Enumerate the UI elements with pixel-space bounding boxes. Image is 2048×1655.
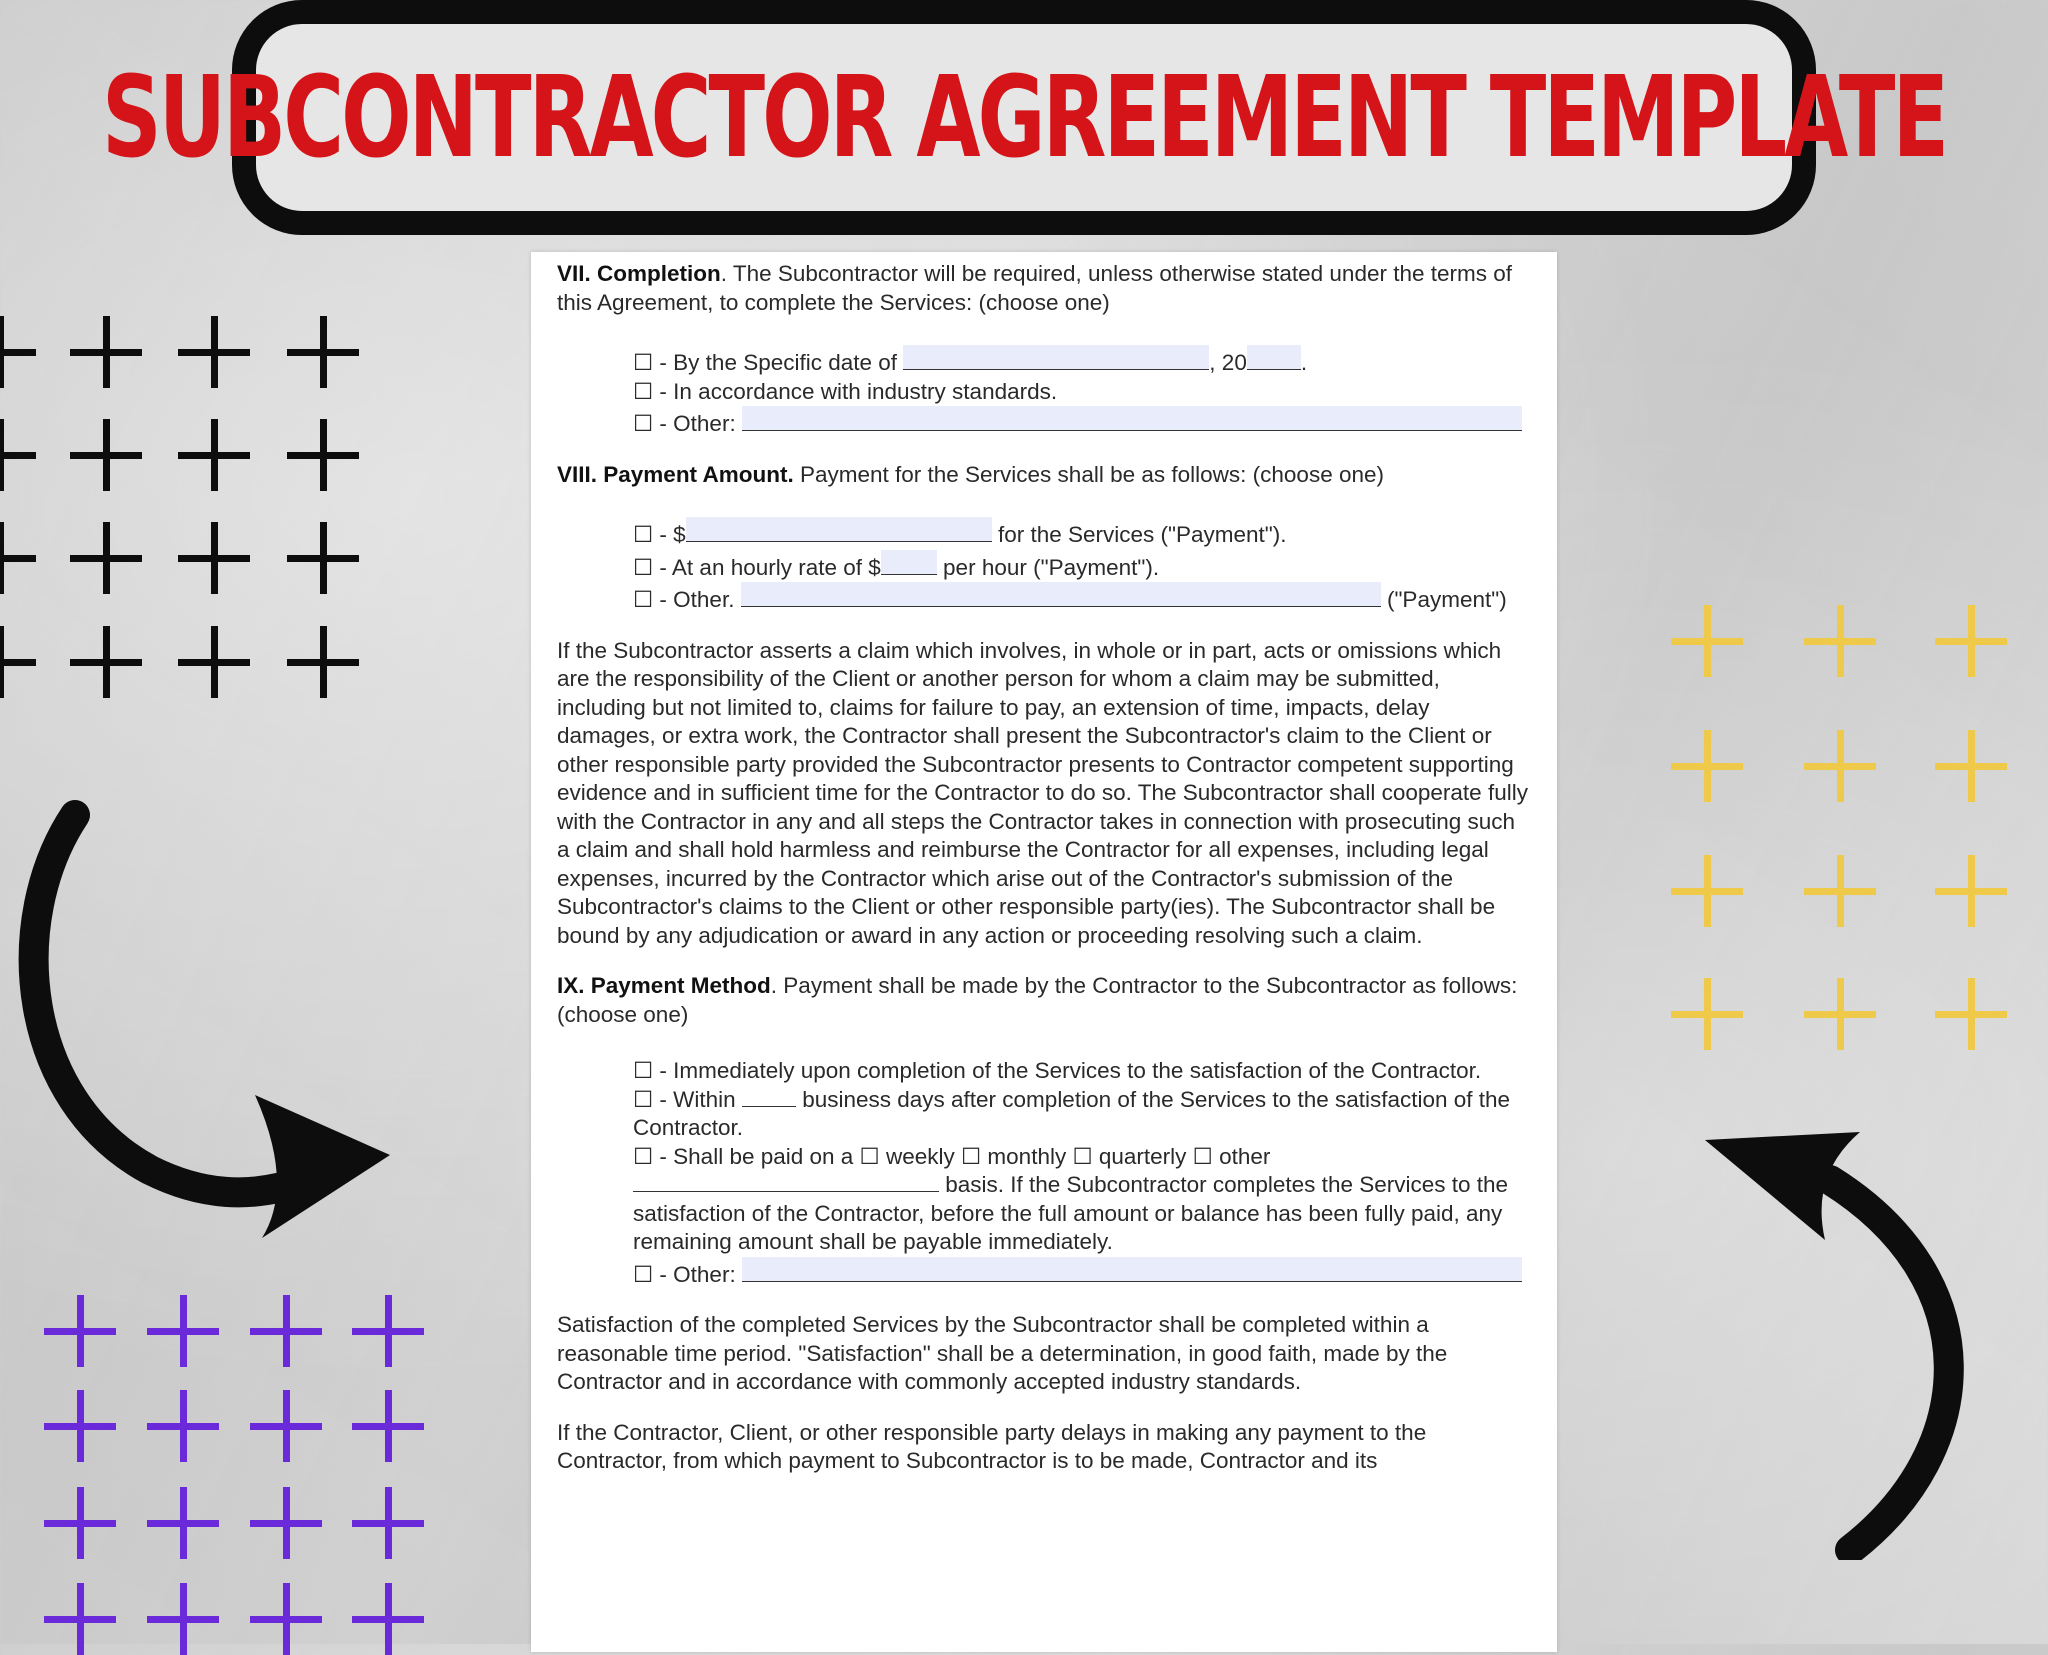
plus-icon [250,1487,322,1559]
title-banner [101,0,1947,235]
option-label: for the Services ("Payment"). [991,522,1287,547]
payment-option-other[interactable] [633,582,1533,615]
completion-option-date[interactable] [633,345,1533,378]
plus-icon [0,626,36,698]
plus-icon [1935,855,2007,927]
payment-option-hourly[interactable] [633,550,1533,583]
plus-icon [0,419,36,491]
plus-icon [250,1583,322,1655]
option-label: , 20 [1209,350,1247,375]
plus-icon [1935,730,2007,802]
days-field[interactable] [742,1086,796,1107]
other-method-field[interactable] [742,1257,1522,1282]
plus-icon [1671,730,1743,802]
plus-icon [250,1390,322,1462]
payment-option-fixed[interactable] [633,517,1533,550]
section-vii [557,260,1533,317]
option-label: ☐ - Other. [633,587,741,612]
plus-icon [1804,605,1876,677]
banner-title: SUBCONTRACTOR AGREEMENT TEMPLATE [101,52,1947,183]
plus-icon [147,1295,219,1367]
amount-field[interactable] [686,517,992,542]
plus-icon [1935,605,2007,677]
method-option-schedule[interactable] [633,1143,1533,1257]
plus-icon [287,626,359,698]
method-option-other[interactable] [633,1257,1533,1290]
plus-icon [287,419,359,491]
option-label: business days after completion of the Services to the satisfaction of the Contractor. [633,1086,1511,1140]
plus-icon [352,1390,424,1462]
plus-icon [250,1295,322,1367]
plus-icon [1671,978,1743,1050]
plus-icon [352,1295,424,1367]
method-option-immediately[interactable]: ☐ - Immediately upon completion of the Services to the satisfaction of the Contractor. [633,1058,1482,1083]
option-label: ☐ - $ [633,522,686,547]
plus-icon [44,1390,116,1462]
hourly-rate-field[interactable] [881,550,937,575]
section-ix [557,972,1533,1029]
plus-icon [44,1487,116,1559]
plus-icon [44,1295,116,1367]
option-label: ☐ - Other: [633,1261,742,1287]
delay-paragraph: If the Contractor, Client, or other responsible party delays in making any payment to the Contractor, from which payment to Subcontractor is to be made, Contractor and its [557,1419,1427,1473]
section-vii-text: . The Subcontractor will be required, unless otherwise stated under the terms of this Agreement, to complete the Services: (choose one) [557,261,1513,315]
plus-icon [147,1487,219,1559]
plus-icon [70,522,142,594]
option-label: ☐ - Other: [633,411,742,436]
option-label: ☐ - By the Specific date of [633,350,904,375]
plus-icon [1671,855,1743,927]
plus-icon [178,316,250,388]
plus-icon [178,626,250,698]
other-field[interactable] [742,406,1522,431]
document-page [531,252,1557,1652]
plus-icon [287,522,359,594]
option-label: ☐ - At an hourly rate of $ [633,554,881,580]
plus-icon [1935,978,2007,1050]
section-ix-text: . Payment shall be made by the Contractor to the Subcontractor as follows: (choose one) [557,973,1518,1027]
option-label: ("Payment") [1380,587,1507,612]
plus-icon [1804,978,1876,1050]
date-field[interactable] [903,345,1209,370]
year-field[interactable] [1247,345,1301,370]
completion-option-other[interactable] [633,406,1533,439]
curved-arrow-icon [1680,1080,1980,1560]
option-label: basis. If the Subcontractor completes the Services to the satisfaction of the Contractor, before the full amount or balance has been fully paid, any remaining amount shall be payable immediately. [633,1172,1509,1254]
option-label: per hour ("Payment"). [936,554,1160,580]
plus-icon [1804,730,1876,802]
other-payment-field[interactable] [741,582,1381,607]
plus-icon [1671,605,1743,677]
other-basis-field[interactable] [633,1171,939,1192]
curved-arrow-icon [0,800,420,1250]
plus-icon [70,316,142,388]
plus-icon [0,316,36,388]
completion-option-industry[interactable]: ☐ - In accordance with industry standards. [633,378,1058,404]
plus-icon [147,1583,219,1655]
method-option-within-days[interactable] [633,1086,1533,1143]
option-label: ☐ - Shall be paid on a ☐ weekly ☐ monthly ☐ quarterly ☐ other [633,1143,1271,1169]
section-viii-heading: VIII. Payment Amount. [557,461,794,487]
plus-icon [0,522,36,594]
claims-paragraph: If the Subcontractor asserts a claim which involves, in whole or in part, acts or omissions which are the responsibility of the Client or another person for whom a claim may be submitted, including but not limited to, claims for failure to pay, an extension of time, impacts, delay damages, or extra work, the Contractor shall present the Subcontractor's claim to the Client or other responsible party provided the Subcontractor presents to Contractor competent supporting evidence and in sufficient time for the Contractor to do so. The Subcontractor shall cooperate fully with the Contractor in any and all steps the Contractor takes in connection with prosecuting such a claim and shall hold harmless and reimburse the Contractor for all expenses, including legal expenses, incurred by the Contractor which arise out of the Contractor's submission of the Subcontractor's claims to the Client or other responsible party(ies). The Subcontractor shall be bound by any adjudication or award in any action or proceeding resolving such a claim. [557,637,1528,948]
section-viii-text: Payment for the Services shall be as follows: (choose one) [793,461,1384,487]
plus-icon [178,522,250,594]
plus-icon [352,1487,424,1559]
plus-icon [44,1583,116,1655]
plus-icon [70,626,142,698]
section-ix-heading: IX. Payment Method [557,973,771,998]
plus-icon [287,316,359,388]
option-label: ☐ - Within [633,1086,742,1112]
option-label: . [1300,350,1308,375]
plus-icon [147,1390,219,1462]
section-vii-heading: VII. Completion [557,261,721,286]
satisfaction-paragraph: Satisfaction of the completed Services by the Subcontractor shall be completed within a reasonable time period. "Satisfaction" shall be a determination, in good faith, made by the Contractor and in accordance with commonly accepted industry standards. [557,1312,1448,1394]
plus-icon [70,419,142,491]
plus-icon [352,1583,424,1655]
plus-icon [178,419,250,491]
section-viii [557,461,1533,490]
plus-icon [1804,855,1876,927]
